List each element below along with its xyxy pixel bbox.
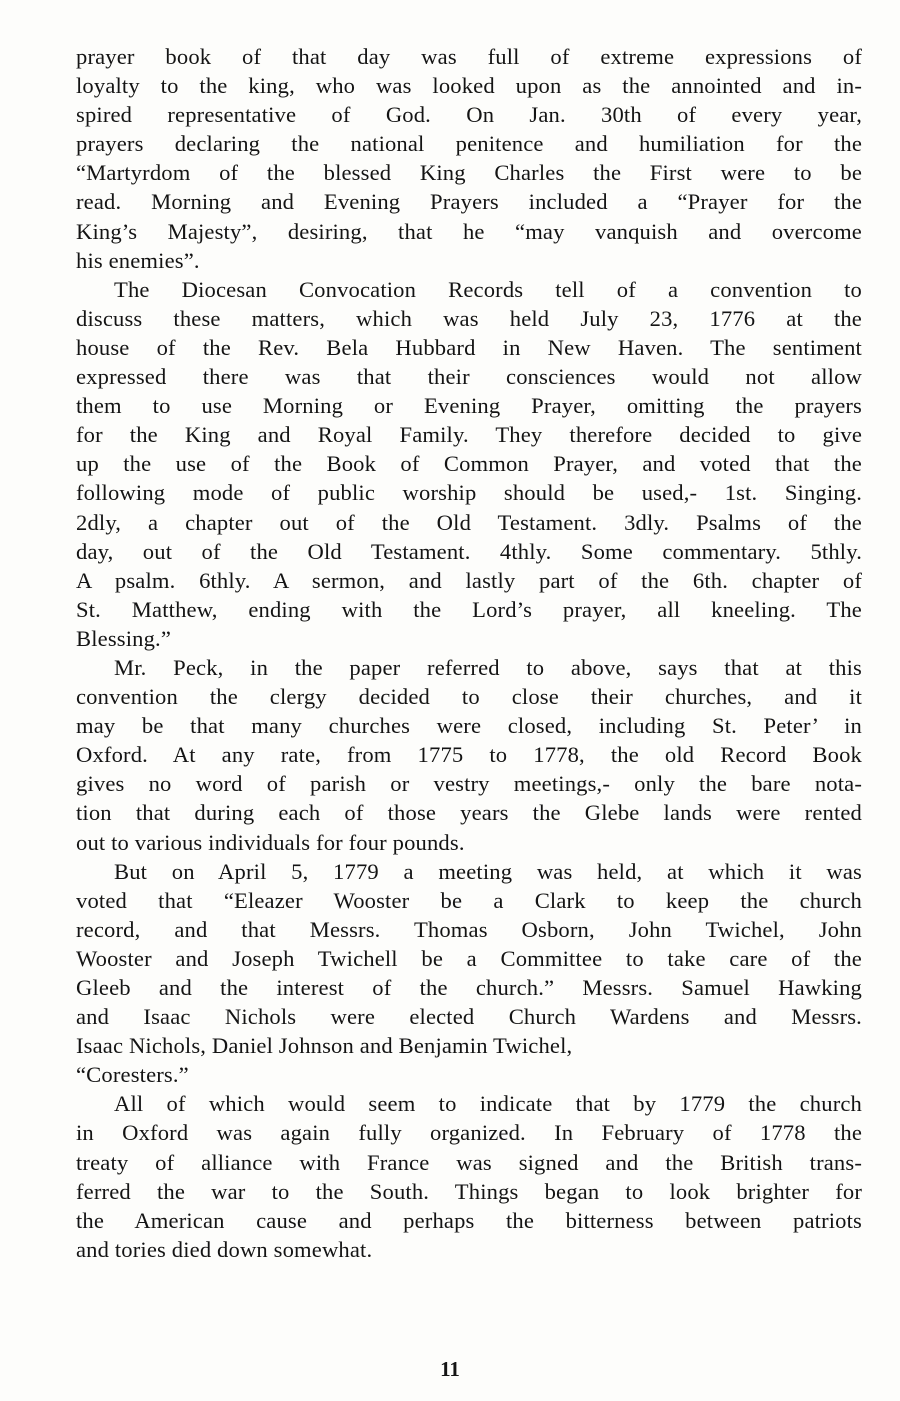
text-line: treaty of alliance with France was signed and the British trans- bbox=[76, 1149, 862, 1175]
text-line: may be that many churches were closed, including St. Peter’ in bbox=[76, 713, 862, 739]
text-line: voted that “Eleazer Wooster be a Clark to keep the church bbox=[76, 887, 862, 913]
text-line: A psalm. 6thly. A sermon, and lastly part of the 6th. chapter of bbox=[76, 567, 862, 593]
text-line: for the King and Royal Family. They therefore decided to give bbox=[76, 422, 862, 448]
text-line: his enemies”. bbox=[76, 247, 200, 273]
text-line: All of which would seem to indicate that by 1779 the church bbox=[114, 1091, 862, 1117]
text-line: spired representative of God. On Jan. 30th of every year, bbox=[76, 102, 862, 128]
text-line: gives no word of parish or vestry meetings,- only the bare nota- bbox=[76, 771, 862, 797]
text-line: following mode of public worship should be used,- 1st. Singing. bbox=[76, 480, 862, 506]
text-line: St. Matthew, ending with the Lord’s prayer, all kneeling. The bbox=[76, 596, 862, 622]
text-line: Wooster and Joseph Twichell be a Committee to take care of the bbox=[76, 945, 862, 971]
text-line: discuss these matters, which was held July 23, 1776 at the bbox=[76, 305, 862, 331]
text-line: prayers declaring the national penitence and humiliation for the bbox=[76, 131, 862, 157]
text-line: day, out of the Old Testament. 4thly. Some commentary. 5thly. bbox=[76, 538, 862, 564]
text-line: convention the clergy decided to close their churches, and it bbox=[76, 684, 862, 710]
text-line: prayer book of that day was full of extreme expressions of bbox=[76, 44, 862, 69]
body-text bbox=[76, 42, 862, 1264]
text-line: expressed there was that their consciences would not allow bbox=[76, 364, 862, 390]
text-line: and Isaac Nichols were elected Church Wardens and Messrs. bbox=[76, 1004, 862, 1030]
text-line: out to various individuals for four pounds. bbox=[76, 829, 465, 855]
text-line: But on April 5, 1779 a meeting was held, at which it was bbox=[114, 858, 862, 884]
text-line: Blessing.” bbox=[76, 625, 172, 651]
text-line: The Diocesan Convocation Records tell of a convention to bbox=[114, 276, 862, 302]
text-line: read. Morning and Evening Prayers included a “Prayer for the bbox=[76, 189, 862, 215]
text-line: tion that during each of those years the Glebe lands were rented bbox=[76, 800, 862, 826]
text-line: Mr. Peck, in the paper referred to above, says that at this bbox=[114, 654, 862, 680]
text-line: “Martyrdom of the blessed King Charles the First were to be bbox=[76, 160, 862, 186]
text-line: Isaac Nichols, Daniel Johnson and Benjamin Twichel, bbox=[76, 1033, 573, 1059]
text-line: up the use of the Book of Common Prayer, and voted that the bbox=[76, 451, 862, 477]
text-line: King’s Majesty”, desiring, that he “may vanquish and overcome bbox=[76, 218, 862, 244]
text-line: them to use Morning or Evening Prayer, omitting the prayers bbox=[76, 393, 862, 419]
text-line: the American cause and perhaps the bitterness between patriots bbox=[76, 1207, 862, 1233]
text-line: house of the Rev. Bela Hubbard in New Haven. The sentiment bbox=[76, 334, 862, 360]
text-line: Oxford. At any rate, from 1775 to 1778, the old Record Book bbox=[76, 742, 862, 768]
text-line: Gleeb and the interest of the church.” Messrs. Samuel Hawking bbox=[76, 975, 862, 1000]
text-line: “Coresters.” bbox=[76, 1062, 189, 1088]
text-line: loyalty to the king, who was looked upon as the annointed and in- bbox=[76, 73, 862, 99]
text-line: record, and that Messrs. Thomas Osborn, John Twichel, John bbox=[76, 916, 862, 942]
text-line: 2dly, a chapter out of the Old Testament. 3dly. Psalms of the bbox=[76, 509, 862, 535]
text-line: in Oxford was again fully organized. In February of 1778 the bbox=[76, 1120, 862, 1146]
text-line: and tories died down somewhat. bbox=[76, 1236, 373, 1262]
text-line: ferred the war to the South. Things began to look brighter for bbox=[76, 1178, 862, 1204]
page-number: 11 bbox=[440, 1357, 460, 1381]
